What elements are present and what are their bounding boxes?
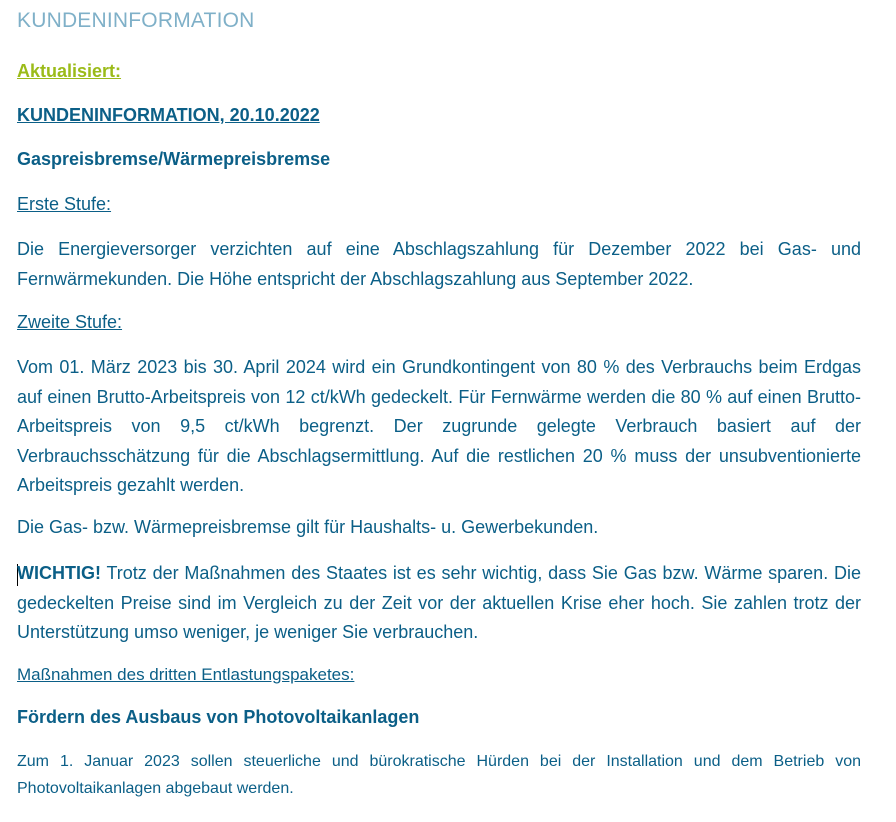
important-text: Trotz der Maßnahmen des Staates ist es sehr wichtig, dass Sie Gas bzw. Wärme sparen. Die gedeckelten Preise sind im Vergleich zu der Zeit vor der aktuellen Krise eher hoch. Sie zahlen trotz der Unterstützung umso weniger, je weniger Sie verbrauchen. <box>17 563 861 643</box>
stage2-text: Vom 01. März 2023 bis 30. April 2024 wird ein Grundkontingent von 80 % des Verbrauchs beim Erdgas auf einen Brutto-Arbeitspreis von 12 ct/kWh gedeckelt. Für Fernwärme werden die 80 % auf einen Brutto-Arbeitspreis von 9,5 ct/kWh begrenzt. Der zugrunde gelegte Verbrauch basiert auf der Verbrauchsschätzung für die Abschlagsermittlung. Auf die restlichen 20 % muss der unsubventionierte Arbeitspreis gezahlt werden. <box>17 357 861 496</box>
scope-text: Die Gas- bzw. Wärmepreisbremse gilt für Haushalts- u. Gewerbekunden. <box>17 517 599 537</box>
pv-text: Zum 1. Januar 2023 sollen steuerliche und bürokratische Hürden bei der Installation und dem Betrieb von Photovoltaikanlagen abgebaut werden. <box>17 753 861 797</box>
pv-heading: Fördern des Ausbaus von Photovoltaikanlagen <box>17 707 420 727</box>
info-heading: KUNDENINFORMATION, 20.10.2022 <box>17 105 320 125</box>
measures-label: Maßnahmen des dritten Entlastungspaketes: <box>17 665 355 684</box>
subtitle: Gaspreisbremse/Wärmepreisbremse <box>17 149 331 169</box>
page-header-title: KUNDENINFORMATION <box>17 9 255 32</box>
stage1-text: Die Energieversorger verzichten auf eine Abschlagszahlung für Dezember 2022 bei Gas- und Fernwärmekunden. Die Höhe entspricht der Abschlagszahlung aus September 2022. <box>17 239 861 289</box>
important-label: WICHTIG! <box>17 563 101 583</box>
stage2-label: Zweite Stufe: <box>17 312 123 332</box>
important-paragraph <box>17 559 861 648</box>
updated-label: Aktualisiert: <box>17 61 122 81</box>
stage1-label: Erste Stufe: <box>17 194 112 214</box>
